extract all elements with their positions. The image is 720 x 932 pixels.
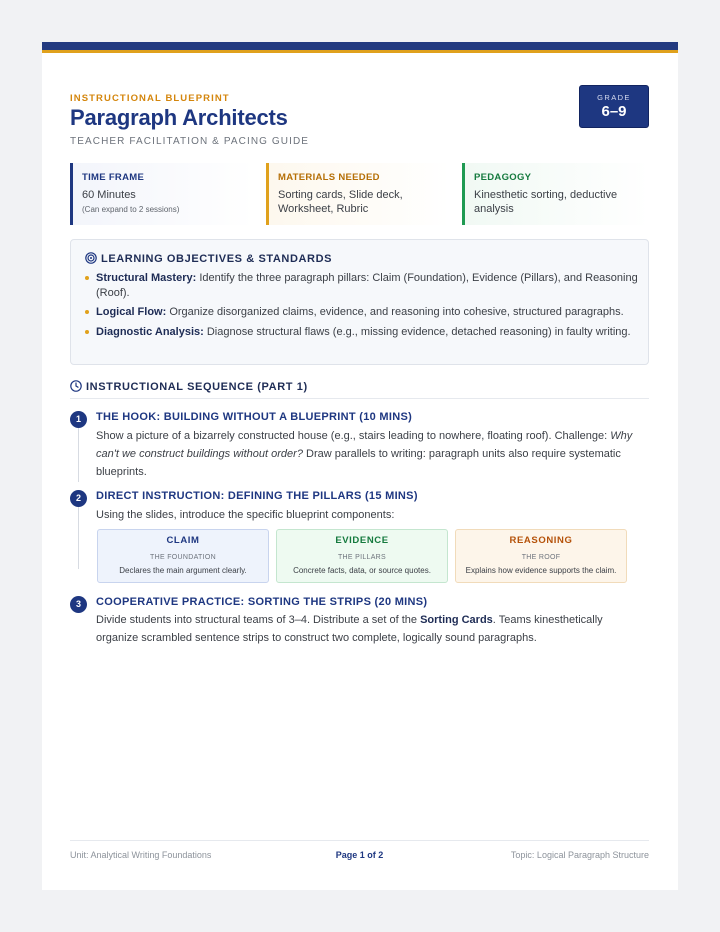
sequence-heading-text: INSTRUCTIONAL SEQUENCE (PART 1) — [86, 381, 308, 393]
pillar-card-evidence — [276, 529, 448, 583]
list-item — [84, 305, 639, 320]
footer-page-number: Page 1 of 2 — [335, 850, 384, 860]
header-accent-bar — [42, 42, 678, 53]
objectives-list — [84, 271, 639, 344]
list-item — [84, 271, 639, 300]
step-title: DIRECT INSTRUCTION: DEFINING THE PILLARS (15 MINS) — [96, 490, 418, 502]
materials-card — [266, 163, 450, 225]
objectives-heading — [85, 252, 332, 265]
step-title: COOPERATIVE PRACTICE: SORTING THE STRIPS (20 MINS) — [96, 596, 428, 608]
objectives-heading-text: LEARNING OBJECTIVES & STANDARDS — [101, 253, 333, 265]
clock-icon — [70, 380, 82, 392]
pillar-name: EVIDENCE — [335, 535, 389, 546]
step-body — [96, 427, 636, 481]
pillar-description: Declares the main argument clearly. — [119, 566, 247, 575]
learning-objectives-panel — [70, 239, 649, 365]
pillar-card-claim — [97, 529, 269, 583]
pillar-description: Explains how evidence supports the claim. — [465, 566, 617, 575]
pedagogy-value: Kinesthetic sorting, deductive analysis — [474, 189, 618, 215]
pillar-name: CLAIM — [166, 535, 200, 546]
target-icon — [85, 252, 97, 264]
objective-text: Organize disorganized claims, evidence, and reasoning into cohesive, structured paragraphs. — [166, 306, 624, 318]
grade-label: GRADE — [597, 93, 631, 102]
timeline-connector — [78, 507, 79, 569]
pillar-card-reasoning — [455, 529, 627, 583]
eyebrow-label: INSTRUCTIONAL BLUEPRINT — [70, 93, 230, 104]
bullet-dot — [85, 330, 89, 334]
step-text: Draw parallels to writing: paragraph units also require systematic blueprints. — [96, 448, 621, 478]
step-text: Show a picture of a bizarrely constructed house (e.g., stairs leading to nowhere, floating roof). Challenge: — [96, 430, 611, 442]
bullet-dot — [85, 310, 89, 314]
step-text: . Teams kinesthetically organize scrambled sentence strips to construct two complete, logically sound paragraphs. — [96, 614, 603, 644]
time-frame-note: (Can expand to 2 sessions) — [82, 205, 180, 214]
objective-text: Diagnose structural flaws (e.g., missing evidence, detached reasoning) in faulty writing. — [203, 325, 631, 338]
footer-unit: Unit: Analytical Writing Foundations — [70, 850, 212, 860]
step-body: Using the slides, introduce the specific blueprint components: — [96, 509, 395, 521]
pillar-name: REASONING — [509, 535, 573, 546]
grade-value: 6–9 — [601, 103, 627, 120]
step-text: Divide students into structural teams of 3–4. Distribute a set of the — [96, 614, 421, 626]
time-frame-value: 60 Minutes — [82, 189, 136, 201]
bullet-dot — [85, 276, 89, 280]
step-emphasis: Sorting Cards — [420, 614, 493, 626]
pillar-subtitle: THE FOUNDATION — [150, 554, 216, 561]
step-number-badge: 3 — [70, 596, 87, 613]
lesson-page — [42, 42, 678, 890]
step-title: THE HOOK: BUILDING WITHOUT A BLUEPRINT (10 MINS) — [96, 411, 413, 423]
objective-term: Structural Mastery: — [96, 272, 197, 284]
objective-text: Identify the three paragraph pillars: Claim (Foundation), Evidence (Pillars), and Reasoning (Roof). — [96, 272, 638, 299]
time-frame-label: TIME FRAME — [82, 172, 145, 183]
pillar-description: Concrete facts, data, or source quotes. — [293, 566, 431, 575]
page-subtitle: TEACHER FACILITATION & PACING GUIDE — [70, 136, 310, 147]
time-frame-card — [70, 163, 254, 225]
pillar-subtitle: THE PILLARS — [337, 554, 387, 561]
materials-value: Sorting cards, Slide deck, Worksheet, Rubric — [278, 189, 403, 215]
pedagogy-label: PEDAGOGY — [474, 172, 532, 183]
list-item — [84, 325, 639, 340]
step-question: Why can't we construct buildings without order? — [96, 430, 633, 460]
objective-term: Logical Flow: — [96, 306, 167, 318]
objective-term: Diagnostic Analysis: — [96, 325, 204, 338]
pillar-subtitle: THE ROOF — [521, 554, 561, 561]
grade-badge — [579, 85, 649, 128]
page-footer — [70, 840, 649, 860]
step-body — [96, 611, 636, 647]
timeline-connector — [78, 420, 79, 482]
page-title: Paragraph Architects — [70, 105, 288, 130]
step-number-badge: 2 — [70, 490, 87, 507]
step-number-badge: 1 — [70, 411, 87, 428]
pedagogy-card — [462, 163, 649, 225]
footer-topic: Topic: Logical Paragraph Structure — [510, 850, 649, 860]
materials-label: MATERIALS NEEDED — [278, 172, 380, 183]
sequence-heading — [70, 380, 649, 399]
